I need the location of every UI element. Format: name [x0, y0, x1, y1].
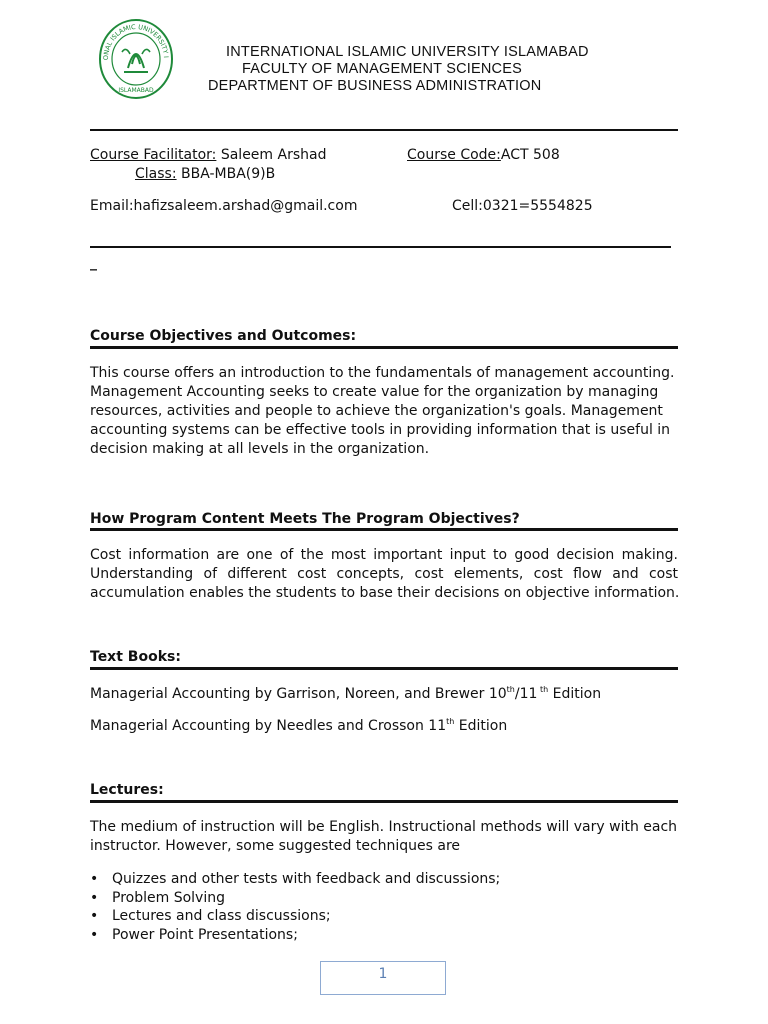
university-logo [98, 18, 174, 100]
program-paragraph [90, 546, 678, 603]
objectives-heading: Course Objectives and Outcomes: [90, 328, 357, 344]
program-line: Cost information are one of the most important input to good decision making. [90, 547, 678, 563]
divider-tail: _ [90, 255, 97, 271]
bullet: • [90, 908, 99, 924]
textbook-garrison [90, 685, 601, 704]
objectives-line: Management Accounting seeks to create value for the organization by managing [90, 384, 659, 400]
university-name: INTERNATIONAL ISLAMIC UNIVERSITY ISLAMABAD [226, 44, 589, 60]
facilitator-label: Course Facilitator: [90, 147, 217, 163]
techniques-list [90, 870, 500, 944]
program-line: accumulation enables the students to base their decisions on objective information. [90, 585, 680, 601]
page-number: 1 [378, 966, 388, 982]
lectures-line: instructor. However, some suggested techniques are [90, 838, 461, 854]
program-rule [90, 528, 678, 531]
list-item: • Lectures and class discussions; [90, 908, 331, 924]
facilitator-value: Saleem Arshad [216, 147, 327, 163]
course-code-label: Course Code: [407, 147, 501, 163]
lectures-rule [90, 800, 678, 803]
list-item: • Power Point Presentations; [90, 926, 298, 943]
page-number-box [320, 961, 446, 995]
header-divider [90, 129, 678, 131]
book1-edition: Edition [548, 686, 602, 702]
objectives-line: resources, activities and people to achieve the organization's goals. Management [90, 403, 663, 419]
class-label: Class: [135, 166, 177, 182]
department-name: DEPARTMENT OF BUSINESS ADMINISTRATION [208, 78, 542, 94]
book2-sup-th: th [446, 717, 455, 726]
lectures-heading: Lectures: [90, 782, 164, 798]
course-class [135, 165, 275, 184]
book2-title: Managerial Accounting by Needles and Crosson 11 [90, 718, 447, 734]
textbook-needles [90, 717, 507, 736]
objectives-rule [90, 346, 678, 349]
lectures-paragraph [90, 818, 678, 856]
program-heading: How Program Content Meets The Program Objectives? [90, 511, 520, 527]
course-facilitator [90, 146, 326, 165]
faculty-name: FACULTY OF MANAGEMENT SCIENCES [242, 61, 522, 77]
class-value: BBA-MBA(9)B [176, 166, 276, 182]
book1-title: Managerial Accounting by Garrison, Noreen, and Brewer 10 [90, 686, 507, 702]
bullet: • [90, 926, 99, 943]
objectives-paragraph [90, 364, 678, 459]
book2-edition: Edition [454, 718, 508, 734]
facilitator-cell: Cell:0321=5554825 [452, 198, 593, 214]
objectives-line: accounting systems can be effective tools in providing information that is useful in [90, 422, 671, 438]
svg-text:ISLAMABAD: ISLAMABAD [118, 87, 154, 94]
book1-edition-11: /11 [514, 686, 538, 702]
info-divider [90, 246, 671, 248]
bullet: • [90, 871, 99, 887]
list-item: • Quizzes and other tests with feedback and discussions; [90, 871, 501, 887]
logo-lettering: ONAL ISLAMIC UNIVERSITY I [101, 22, 170, 61]
course-code [407, 146, 560, 165]
objectives-line: This course offers an introduction to the fundamentals of management accounting. [90, 365, 675, 381]
lectures-line: The medium of instruction will be English. Instructional methods will vary with each [90, 819, 678, 835]
facilitator-email: Email:hafizsaleem.arshad@gmail.com [90, 198, 358, 214]
list-item: • Problem Solving [90, 889, 225, 906]
textbooks-heading: Text Books: [90, 649, 181, 665]
bullet: • [90, 889, 99, 906]
book1-sup-th: th [506, 685, 515, 694]
program-line: Understanding of different cost concepts, cost elements, cost flow and cost [90, 566, 678, 582]
textbooks-rule [90, 667, 678, 670]
objectives-line: decision making at all levels in the organization. [90, 441, 430, 457]
course-code-value: ACT 508 [500, 147, 560, 163]
book1-sup-th-2: th [537, 685, 549, 694]
